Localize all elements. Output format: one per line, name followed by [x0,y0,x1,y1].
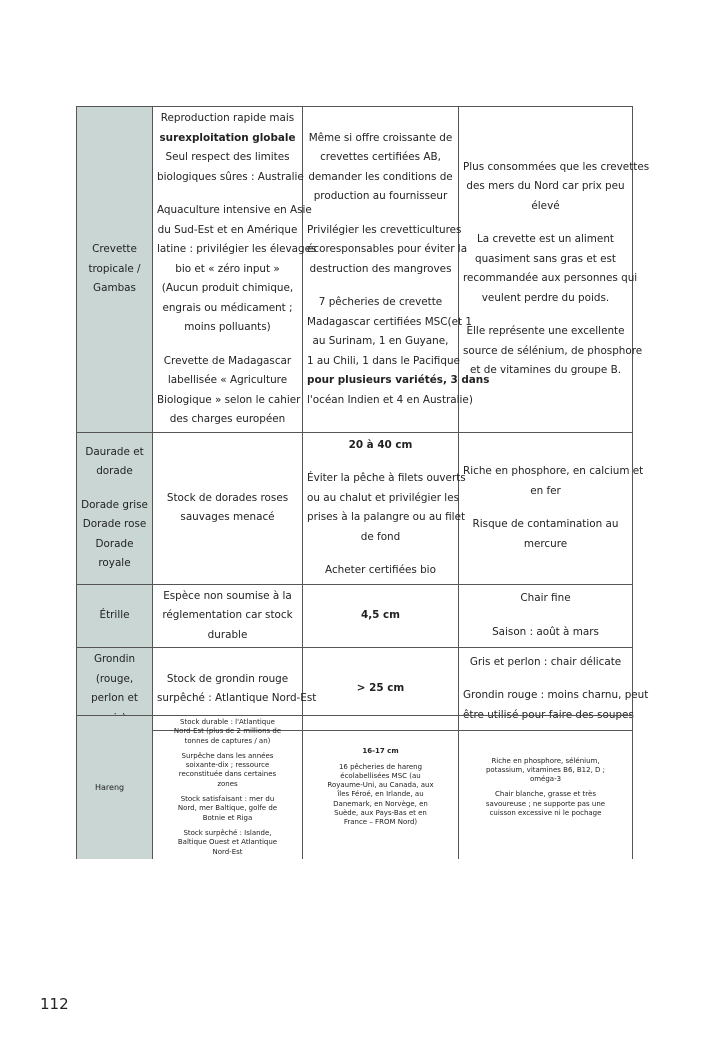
cell-text-line: 20 à 40 cm [348,438,413,451]
cell-text-line: Plus consommées que les crevettes [463,160,650,173]
cell-text-line: demander les conditions de [308,170,453,183]
cell-text-line: surexploitation globale [159,131,296,144]
cell-text-line: Stock surpêché : Islande, [183,828,272,837]
species-name-cell [77,107,153,433]
species-name-cell [77,432,153,584]
cell-text-line: Chair blanche, grasse et très [495,790,596,799]
cell-text-line: îles Féroé, en Irlande, au [337,790,424,799]
cell-text-line: dorade [96,465,133,477]
cell-text-line: en fer [530,484,561,497]
spacer [307,547,454,561]
cell-text-line: oméga-3 [529,775,562,784]
cell-text-line: recommandée aux personnes qui [463,272,638,285]
spacer [307,455,454,469]
cell-text-line: (Aucun produit chimique, [161,282,294,294]
cell-text-line: tropicale / [88,262,141,275]
hareng-table [76,715,633,859]
cell-text-line: être utilisé pour faire des soupes [463,708,634,721]
cell-text-line: Riche en phosphore, sélénium, [491,756,600,765]
cell-text-line: surpêché : Atlantique Nord-Est [157,692,317,704]
cell-text-line: du Sud-Est et en Amérique [157,223,298,236]
cell-text-line: Acheter certifiées bio [325,564,436,576]
cell-text-line: potassium, vitamines B6, B12, D ; [485,765,606,774]
cell-text-line: Risque de contamination au [472,518,619,530]
cell-text-line: Daurade et [85,445,144,458]
cell-text-line: Dorade [95,537,134,550]
stock-cell [153,716,303,859]
cell-text-line: Aquaculture intensive en Asie [157,204,312,216]
cell-text-line: reconstituée dans certaines [178,770,277,779]
cell-text-line: Nord, mer Baltique, golfe de [177,804,278,813]
cell-text-line: ou au chalut et privilégier les [307,491,459,504]
spacer [463,501,628,515]
cell-text-line: Stock de dorades roses [166,491,289,504]
cell-text-line: Étrille [99,609,130,621]
cell-text-line: écolabellisées MSC (au [340,771,421,780]
cell-text-line: réglementation car stock [162,609,293,621]
cell-text-line: 16 pêcheries de hareng [338,762,423,771]
cell-text-line: perlon et [91,692,138,704]
cell-text-line: Dorade grise [81,498,148,511]
cell-text-line: destruction des mangroves [309,262,452,275]
cell-text-line: Dorade rose [82,518,147,530]
cell-text-line: 4,5 cm [360,609,400,621]
cell-text-line: Crevette [92,243,137,255]
spacer [307,279,454,293]
cell-text-line: Riche en phosphore, en calcium et [463,465,644,477]
cell-text-line: Chair fine [520,592,571,605]
cell-text-line: > 25 cm [356,682,405,695]
cell-text-line: tonnes de captures / an) [184,736,271,745]
table-row [77,584,633,648]
cell-text-line: engrais ou médicament ; [162,301,293,314]
cell-text-line: labellisée « Agriculture [167,374,288,386]
cell-text-line: (rouge, [95,672,134,685]
cell-text-line: écoresponsables pour éviter la [307,243,468,255]
cell-text-line: zones [217,779,238,788]
cell-text-line: au Surinam, 1 en Guyane, [312,335,449,347]
stock-cell [153,432,303,584]
cell-text-line: Stock satisfaisant : mer du [180,795,275,804]
cell-text-line: source de sélénium, de phosphore [463,344,643,357]
cell-text-line: 1 au Chili, 1 dans le Pacifique [307,354,460,367]
cell-text-line: savoureuse ; ne supporte pas une [485,799,606,808]
cell-text-line: Nord-Est (plus de 2 millions de [173,727,282,736]
cell-text-line: veulent perdre du poids. [481,291,610,304]
cell-text-line: cuisson excessive ni le pochage [489,809,602,818]
spacer [157,187,298,201]
cell-text-line: Éviter la pêche à filets ouverts [307,472,466,484]
cell-text-line: Baltique Ouest et Atlantique [177,838,278,847]
cell-text-line: biologiques sûres : Australie [157,170,304,183]
table-row [77,432,633,584]
spacer [463,308,628,322]
nutrition-cell [459,716,633,859]
cell-text-line: Gambas [93,282,136,294]
spacer [463,609,628,623]
cell-text-line: des mers du Nord car prix peu [466,180,625,193]
stock-cell [153,584,303,648]
cell-text-line: Grondin [93,653,136,665]
cell-text-line: Stock de grondin rouge [166,672,289,685]
cell-text-line: production au fournisseur [313,190,448,202]
cell-text-line: pour plusieurs variétés, 3 dans [307,374,490,386]
cell-text-line: latine : privilégier les élevages [157,243,317,255]
species-name: Hareng [95,782,125,792]
cell-text-line: sauvages menacé [180,511,275,523]
spacer [81,482,148,496]
cell-text-line: Reproduction rapide mais [160,112,295,124]
cell-text-line: l'océan Indien et 4 en Australie) [307,393,473,406]
cell-text-line: Suède, aux Pays-Bas et en [334,809,427,818]
cell-text-line: 16-17 cm [362,747,399,756]
cell-text-line: Royaume-Uni, au Canada, aux [327,781,434,790]
spacer [463,672,628,686]
cell-text-line: Madagascar certifiées MSC(et 1 [307,315,472,328]
cell-text-line: La crevette est un aliment [477,233,614,246]
table-row [77,107,633,433]
species-name-cell [77,716,153,859]
size-fishing-cell [303,432,466,584]
cell-text-line: Surpêche dans les années [181,751,274,760]
size-fishing-cell [303,107,490,433]
cell-text-line: Nord-Est [212,847,243,856]
cell-text-line: 7 pêcheries de crevette [318,296,443,308]
cell-text-line: des charges européen [169,413,286,425]
cell-text-line: mercure [523,537,568,550]
page-number: 112 [40,995,69,1013]
size-fishing-cell [303,584,459,648]
species-name-cell [77,584,153,648]
cell-text-line: Biologique » selon le cahier [157,393,301,406]
cell-text-line: Espèce non soumise à la [163,589,292,602]
nutrition-cell [459,584,633,648]
cell-text-line: bio et « zéro input » [175,262,280,275]
spacer [463,216,628,230]
spacer [307,207,454,221]
cell-text-line: durable [207,628,248,641]
cell-text-line: crevettes certifiées AB, [320,151,441,163]
cell-text-line: Privilégier les crevetticultures [307,223,462,236]
fish-table [76,106,650,731]
cell-text-line: royale [98,557,131,569]
cell-text-line: soixante-dix ; ressource [185,761,270,770]
stock-cell [153,107,317,433]
cell-text-line: de fond [360,530,401,543]
cell-text-line: élevé [531,199,560,212]
cell-text-line: Crevette de Madagascar [163,354,292,367]
cell-text-line: et de vitamines du groupe B. [469,364,622,377]
cell-text-line: Gris et perlon : chair délicate [469,655,622,668]
cell-text-line: Même si offre croissante de [308,131,453,144]
cell-text-line: Seul respect des limites [165,151,290,163]
cell-text-line: Grondin rouge : moins charnu, peut [463,689,649,702]
cell-text-line: Elle représente une excellente [466,325,625,338]
cell-text-line: Botnie et Riga [202,813,253,822]
cell-text-line: moins polluants) [184,321,271,333]
nutrition-cell [459,432,644,584]
cell-text-line: Stock durable : l'Atlantique [180,718,275,726]
cell-text-line: France – FROM Nord) [343,818,418,827]
cell-text-line: quasiment sans gras et est [474,252,616,265]
cell-text-line: Danemark, en Norvège, en [333,799,428,808]
cell-text-line: Saison : août à mars [492,625,599,638]
spacer [157,338,298,352]
size-fishing-cell [303,716,459,859]
table-row-hareng [77,716,633,859]
cell-text-line: prises à la palangre ou au filet [307,511,466,523]
